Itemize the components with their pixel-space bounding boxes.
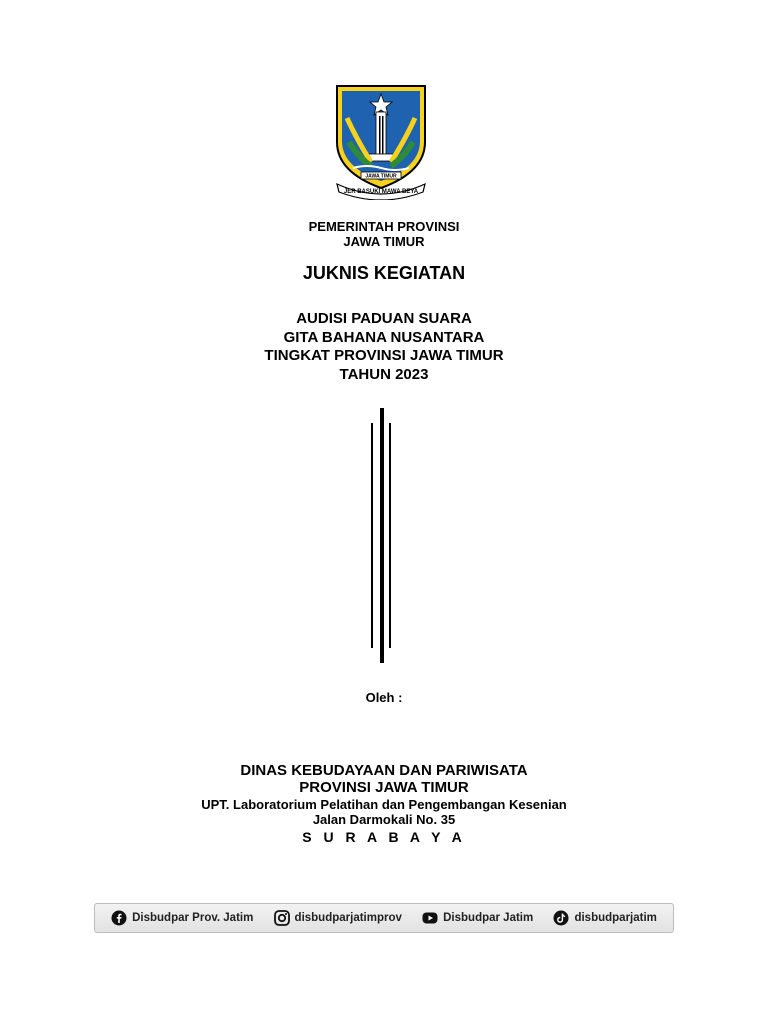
agency-city: S U R A B A Y A (302, 829, 466, 845)
agency-name (0, 762, 768, 796)
instagram-icon (274, 910, 290, 926)
agency-address: Jalan Darmokali No. 35 (312, 812, 456, 827)
agency-unit-address (0, 797, 768, 827)
jawa-timur-crest-logo (331, 80, 431, 200)
youtube-icon (422, 910, 438, 926)
agency-unit: UPT. Laboratorium Pelatihan dan Pengembangan Kesenian (201, 797, 567, 812)
title-line-3: TINGKAT PROVINSI JAWA TIMUR (264, 347, 504, 364)
decorative-vertical-lines (368, 408, 396, 663)
gov-line-1: PEMERINTAH PROVINSI (308, 219, 460, 234)
by-label: Oleh : (365, 690, 403, 705)
event-title (0, 310, 768, 384)
title-line-2: GITA BAHANA NUSANTARA (283, 328, 485, 346)
title-line-4: TAHUN 2023 (339, 365, 429, 383)
government-header (0, 219, 768, 249)
social-tiktok[interactable] (553, 910, 656, 926)
social-youtube-label: Disbudpar Jatim (443, 912, 534, 924)
social-facebook[interactable] (111, 910, 253, 926)
social-instagram-label: disbudparjatimprov (294, 912, 402, 924)
gov-line-2: JAWA TIMUR (343, 234, 425, 249)
facebook-icon (111, 910, 127, 926)
social-media-bar (94, 903, 674, 933)
social-facebook-label: Disbudpar Prov. Jatim (132, 912, 254, 924)
doc-type-title: JUKNIS KEGIATAN (302, 263, 466, 283)
crest-ribbon-text: JAWA TIMUR (365, 173, 397, 180)
social-instagram[interactable] (274, 910, 402, 926)
social-youtube[interactable] (422, 910, 533, 926)
title-line-1: AUDISI PADUAN SUARA (296, 310, 472, 327)
crest-motto-text: JER BASUKI MAWA BEYA (343, 189, 419, 195)
agency-line-2: PROVINSI JAWA TIMUR (299, 779, 469, 796)
agency-line-1: DINAS KEBUDAYAAN DAN PARIWISATA (240, 762, 528, 779)
social-tiktok-label: disbudparjatim (574, 912, 657, 924)
tiktok-icon (553, 910, 569, 926)
